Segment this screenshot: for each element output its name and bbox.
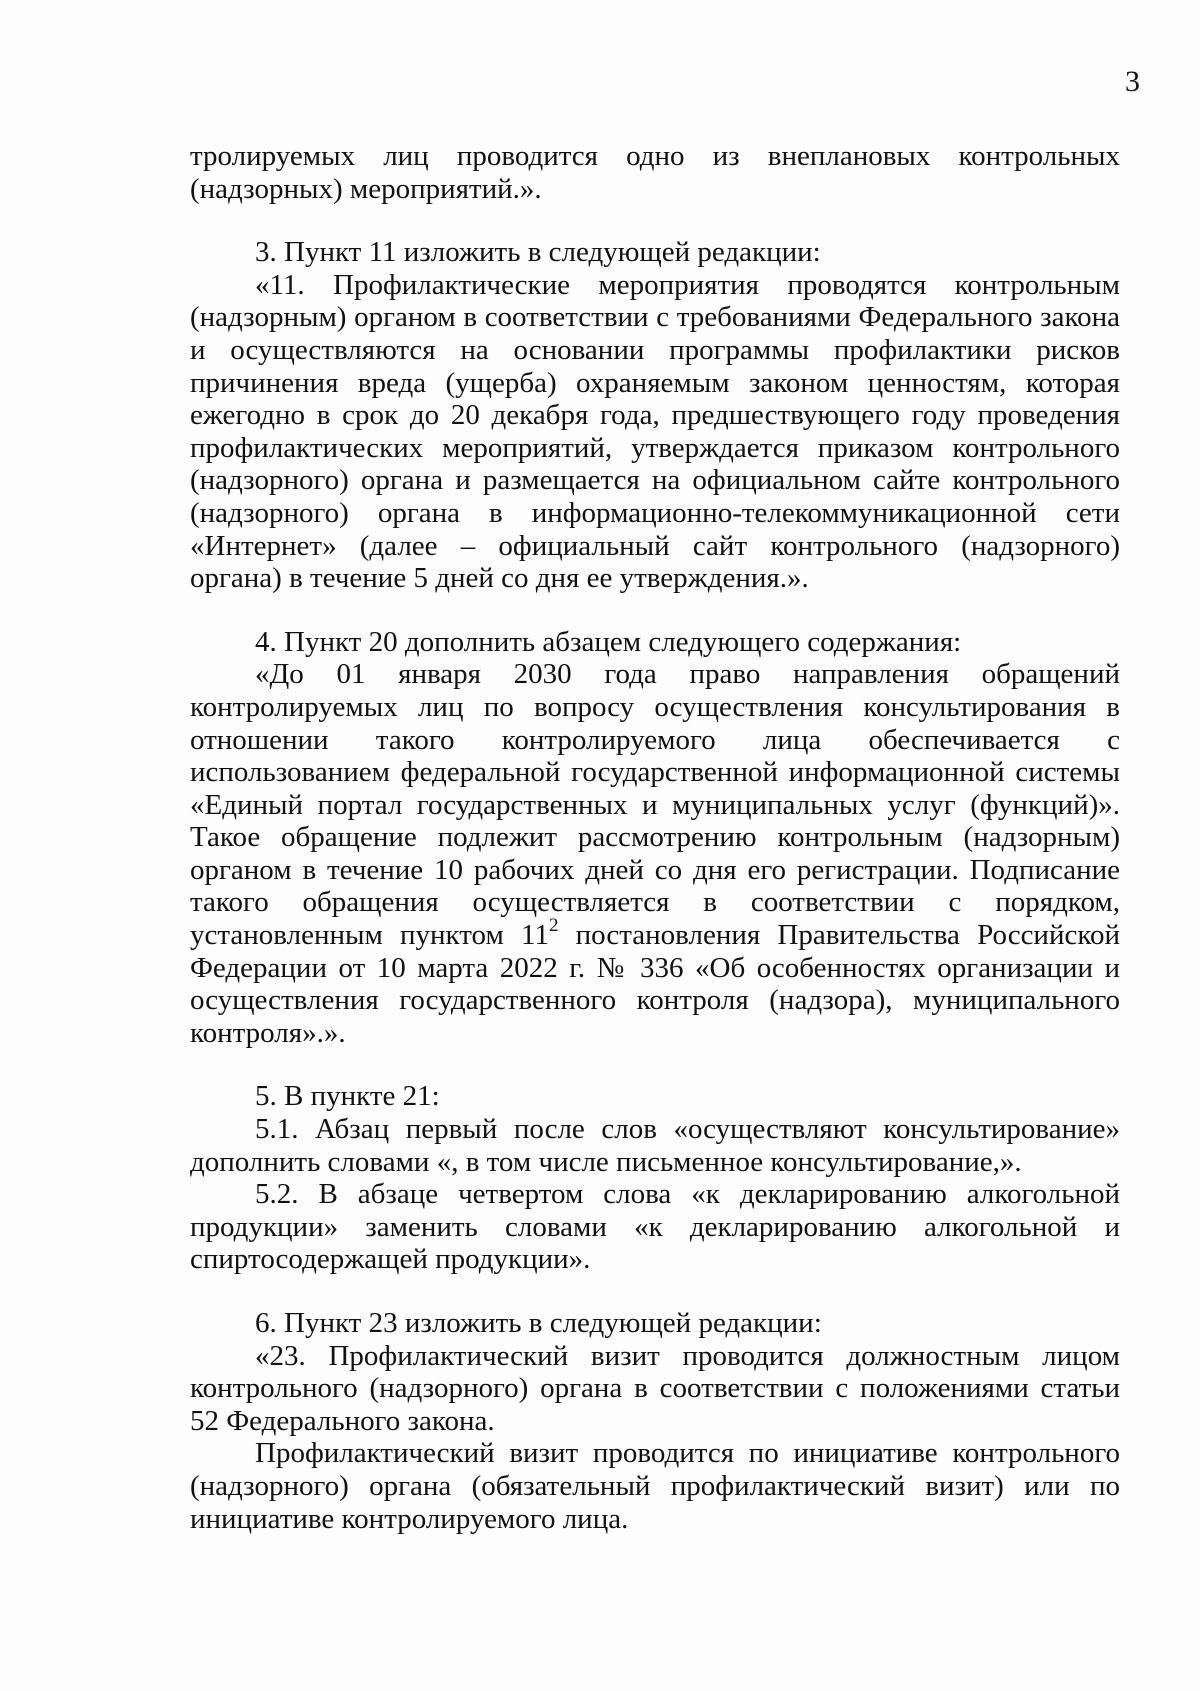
item-3-heading: 3. Пункт 11 изложить в следующей редакции: [255, 236, 821, 269]
document-body [190, 140, 1120, 1535]
item-5-2-text: 5.2. В абзаце четвертом слова «к декларированию алкогольной продукции» заменить словами «к декларированию алкогольной и спиртосодержащей продукции». [190, 1178, 1120, 1276]
item-6-new-text: «23. Профилактический визит проводится должностным лицом контрольного (надзорного) органа в соответствии с положениями статьи 52 Федерального закона. [190, 1339, 1120, 1437]
item-5-heading: 5. В пункте 21: [255, 1080, 440, 1113]
item-4-new-text [190, 658, 1120, 1049]
item-4-text-part-2: постановления Правительства Российской Федерации от 10 марта 2022 г. № 336 «Об особенностях организации и осуществления государственного контроля (надзора), муниципального контроля».». [190, 919, 1120, 1049]
item-5-1-text: 5.1. Абзац первый после слов «осуществляют консультирование» дополнить словами «, в том числе письменное консультирование,». [190, 1113, 1120, 1178]
item-4-text-part-1: «До 01 января 2030 года право направления обращений контролируемых лиц по вопросу осуществления консультирования в отношении такого контролируемого лица обеспечивается с использованием федеральной государственной информационной системы «Единый портал государственных и муниципальных услуг (функций)». Такое обращение подлежит рассмотрению контрольным (надзорным) органом в течение 10 рабочих дней со дня его регистрации. Подписание такого обращения осуществляется в соответствии с порядком, установленным пунктом 11 [190, 658, 1120, 952]
item-6-new-text-continued: Профилактический визит проводится по инициативе контрольного (надзорного) органа (обязательный профилактический визит) или по инициативе контролируемого лица. [190, 1437, 1120, 1535]
superscript-index: 2 [548, 915, 559, 937]
paragraph-continuation: тролируемых лиц проводится одно из внеплановых контрольных (надзорных) мероприятий.». [190, 140, 1120, 205]
page-number: 3 [1125, 65, 1140, 98]
item-6-heading: 6. Пункт 23 изложить в следующей редакции: [255, 1307, 822, 1339]
item-4-heading: 4. Пункт 20 дополнить абзацем следующего содержания: [255, 625, 962, 658]
item-3-new-text: «11. Профилактические мероприятия проводятся контрольным (надзорным) органом в соответствии с требованиями Федерального закона и осуществляются на основании программы профилактики рисков причинения вреда (ущерба) охраняемым законом ценностям, которая ежегодно в срок до 20 декабря года, предшествующего году проведения профилактических мероприятий, утверждается приказом контрольного (надзорного) органа и размещается на официальном сайте контрольного (надзорного) органа в информационно-телекоммуникационной сети «Интернет» (далее – официальный сайт контрольного (надзорного) органа) в течение 5 дней со дня ее утверждения.». [190, 268, 1120, 595]
